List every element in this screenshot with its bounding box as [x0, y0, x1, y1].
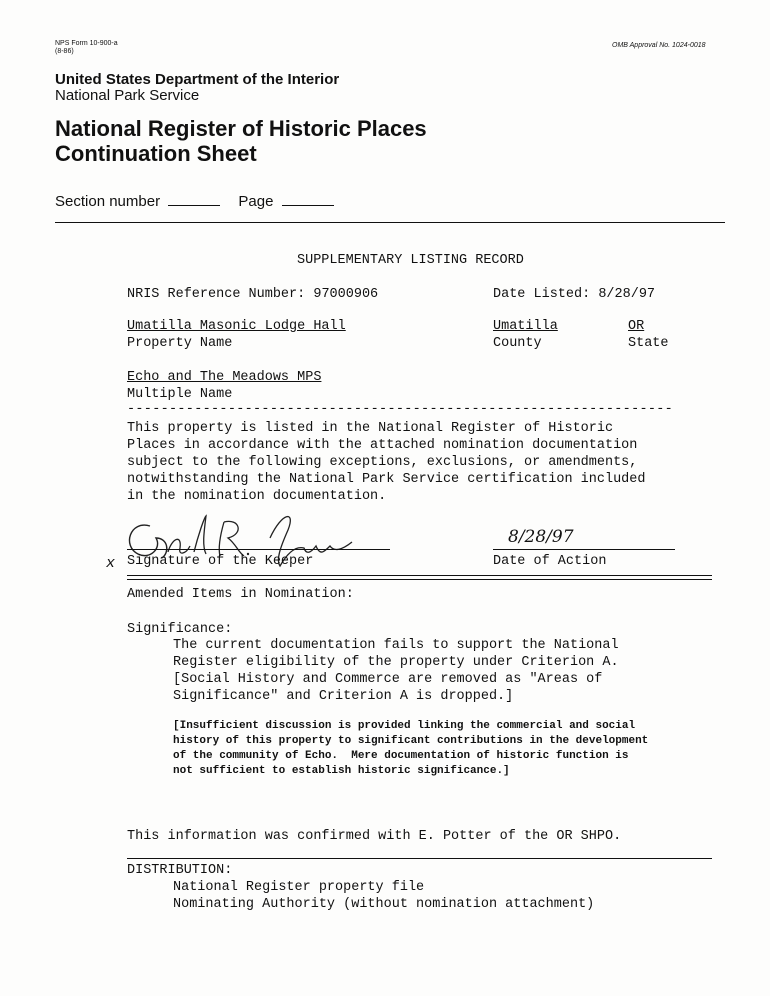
date-listed-label: Date Listed: — [493, 287, 591, 302]
confirmation-text: This information was confirmed with E. Potter of the OR SHPO. — [127, 829, 622, 844]
nris-value: 97000906 — [313, 287, 379, 302]
date-of-action-value: 8/28/97 — [508, 527, 574, 547]
section-number-field — [168, 193, 220, 206]
date-listed-value: 8/28/97 — [598, 287, 656, 302]
state-label: State — [628, 336, 669, 351]
significance-label: Significance: — [127, 622, 233, 637]
multiple-name-label: Multiple Name — [127, 387, 233, 402]
section-page-line — [55, 193, 334, 210]
distribution-rule — [127, 858, 712, 859]
service-name: National Park Service — [55, 87, 200, 104]
header-rule — [55, 222, 725, 223]
multiple-name-value: Echo and The Meadows MPS — [127, 370, 322, 385]
distribution-label: DISTRIBUTION: — [127, 863, 233, 878]
county-value: Umatilla — [493, 319, 558, 334]
nris-reference — [127, 286, 378, 303]
signature-mark: x — [106, 555, 116, 572]
county-label: County — [493, 336, 542, 351]
significance-text: The current documentation fails to support the National Register eligibility of the property under Criterion A. [Social History and Commerce are removed as "Areas of Significance" and Criterion A is dropped.] — [173, 638, 619, 704]
distribution-item: Nominating Authority (without nomination attachment) — [173, 897, 595, 912]
date-of-action-line — [493, 549, 675, 550]
signature-line — [127, 549, 390, 550]
nris-label: NRIS Reference Number: — [127, 287, 306, 302]
insufficient-discussion-note: [Insufficient discussion is provided linking the commercial and social history of this property to significant contributions in the development of the community of Echo. Mere documentation of historic function is not sufficient to establish historic significance.] — [173, 720, 649, 777]
state-value: OR — [628, 319, 645, 334]
dashed-divider: ----------------------------------------------------------------- — [127, 402, 674, 417]
property-name-value: Umatilla Masonic Lodge Hall — [127, 319, 346, 334]
section-number-label: Section number — [55, 193, 161, 210]
amended-items-label: Amended Items in Nomination: — [127, 587, 354, 602]
listing-statement: This property is listed in the National Register of Historic Places in accordance with the attached nomination documentation subject to the following exceptions, exclusions, or amendments, notwithstanding the National Park Service certification included in the nomination documentation. — [127, 421, 646, 504]
record-heading: SUPPLEMENTARY LISTING RECORD — [297, 253, 524, 268]
register-title: National Register of Historic Places — [55, 116, 427, 141]
page-label: Page — [238, 193, 274, 210]
sheet-title: Continuation Sheet — [55, 141, 257, 166]
department-name: United States Department of the Interior — [55, 71, 340, 88]
form-number — [55, 40, 118, 56]
signature-label: Signature of the Keeper — [127, 554, 314, 569]
distribution-item: National Register property file — [173, 880, 425, 895]
date-listed — [493, 286, 655, 303]
form-date-text: (8-86) — [55, 48, 74, 55]
double-divider — [127, 575, 712, 580]
property-name-label: Property Name — [127, 336, 233, 351]
omb-approval: OMB Approval No. 1024-0018 — [612, 42, 706, 49]
date-of-action-label: Date of Action — [493, 554, 607, 569]
form-number-text: NPS Form 10-900-a — [55, 40, 118, 47]
page-number-field — [282, 193, 334, 206]
